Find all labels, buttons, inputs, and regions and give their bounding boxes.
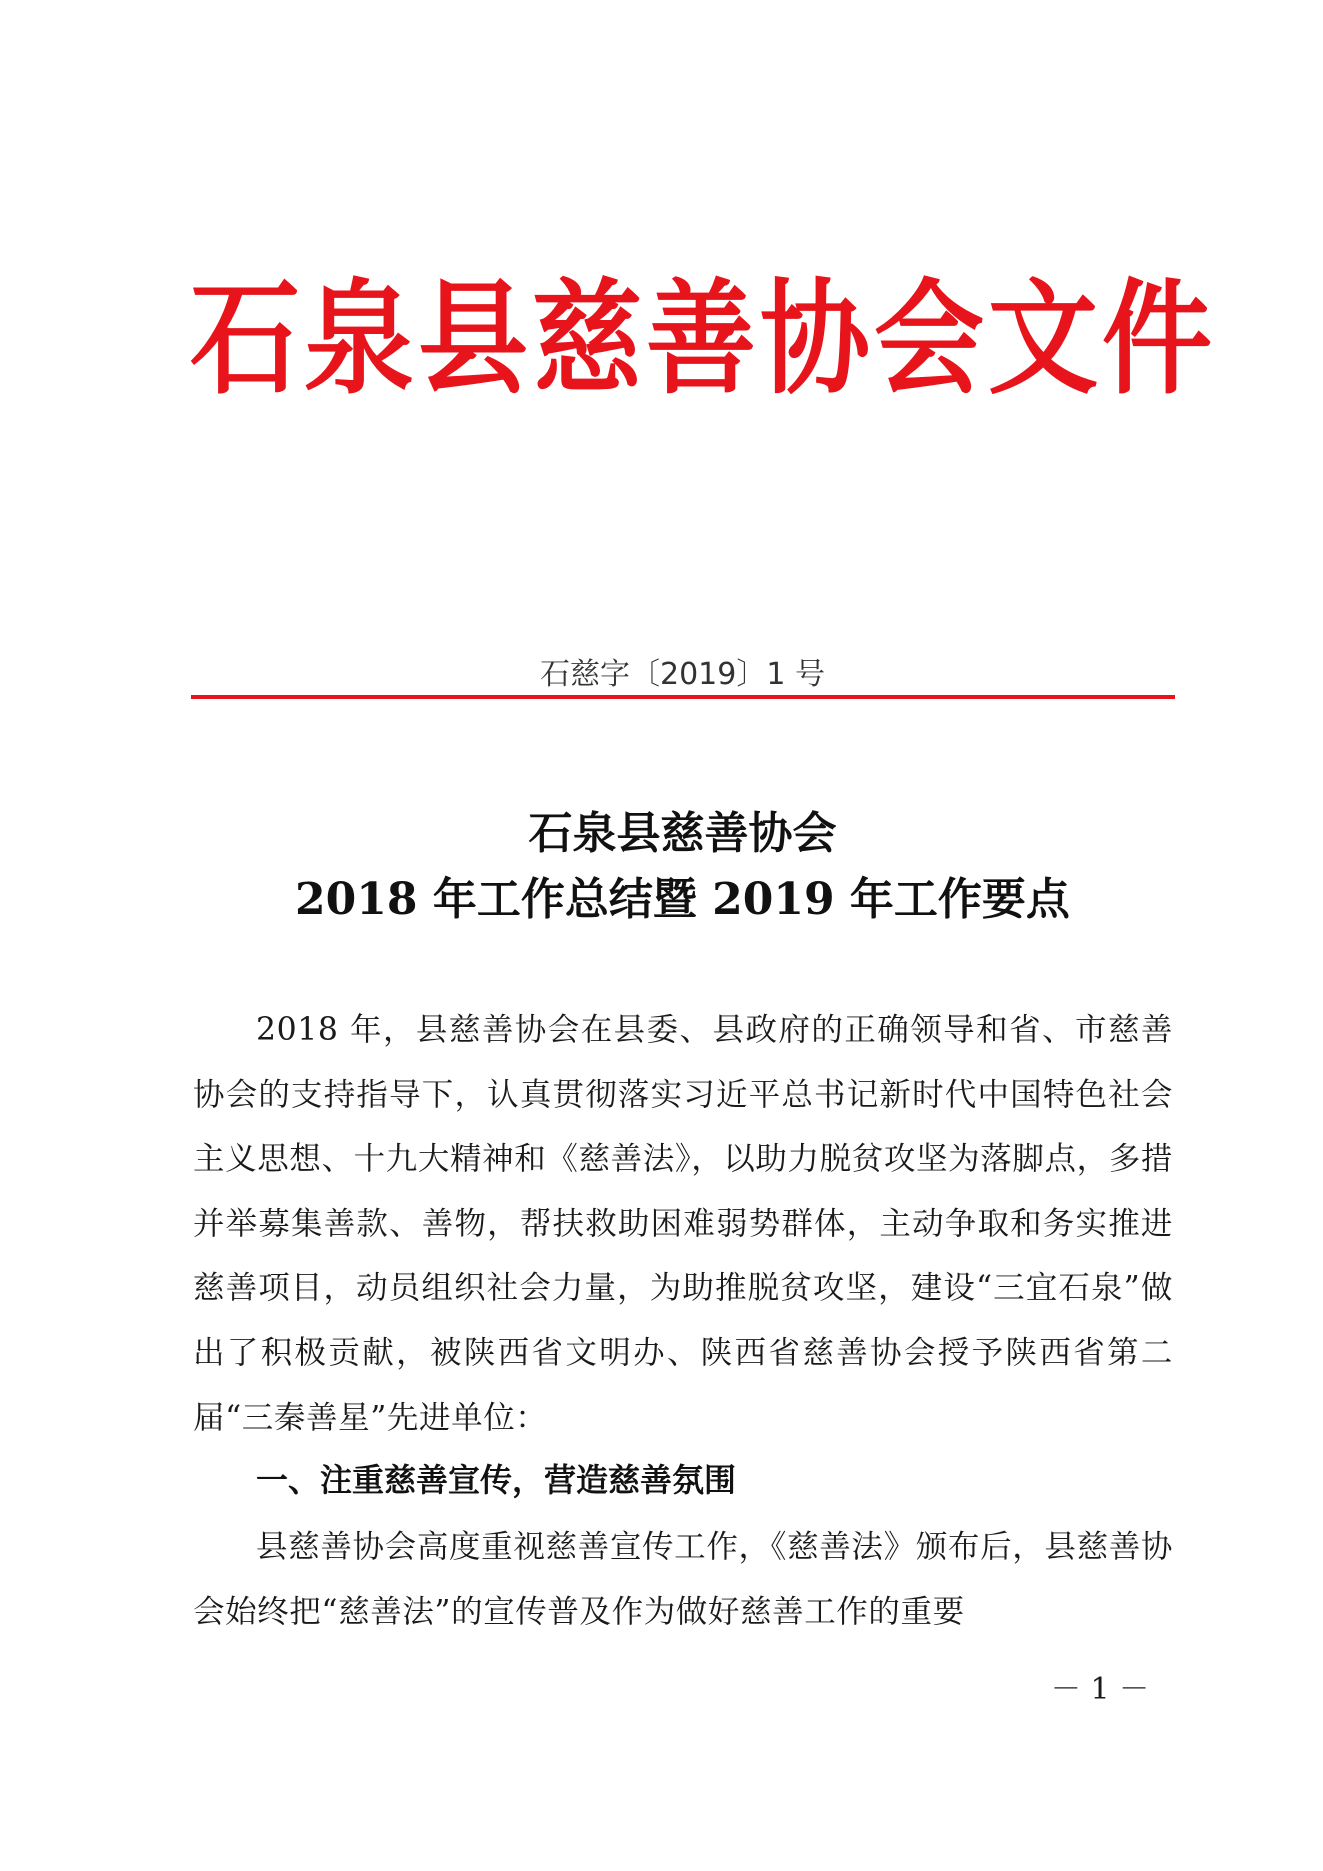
section-heading-1: 一、注重慈善宣传，营造慈善氛围 [256, 1461, 737, 1499]
body-paragraph-1: 2018 年，县慈善协会在县委、县政府的正确领导和省、市慈善协会的支持指导下，认真贯彻落实习近平总书记新时代中国特色社会主义思想、十九大精神和《慈善法》，以助力脱贫攻坚为落脚点，多措并举募集善款、善物，帮扶救助困难弱势群体，主动争取和务实推进慈善项目，动员组织社会力量，为助推脱贫攻坚，建设“三宜石泉”做出了积极贡献，被陕西省文明办、陕西省慈善协会授予陕西省第二届“三秦善星”先进单位： [193, 1012, 1173, 1436]
document-title-line-1: 石泉县慈善协会 [528, 808, 837, 859]
body-paragraph-2: 县慈善协会高度重视慈善宣传工作，《慈善法》颁布后，县慈善协会始终把“慈善法”的宣传普及作为做好慈善工作的重要 [193, 1529, 1173, 1630]
header-divider-line [191, 695, 1175, 699]
document-title-line-2: 2018 年工作总结暨 2019 年工作要点 [295, 874, 1070, 925]
document-number: 石慈字〔2019〕1 号 [540, 657, 825, 692]
page-number: － 1 － [1050, 1672, 1150, 1707]
document-header-title: 石泉县慈善协会文件 [190, 266, 1216, 411]
